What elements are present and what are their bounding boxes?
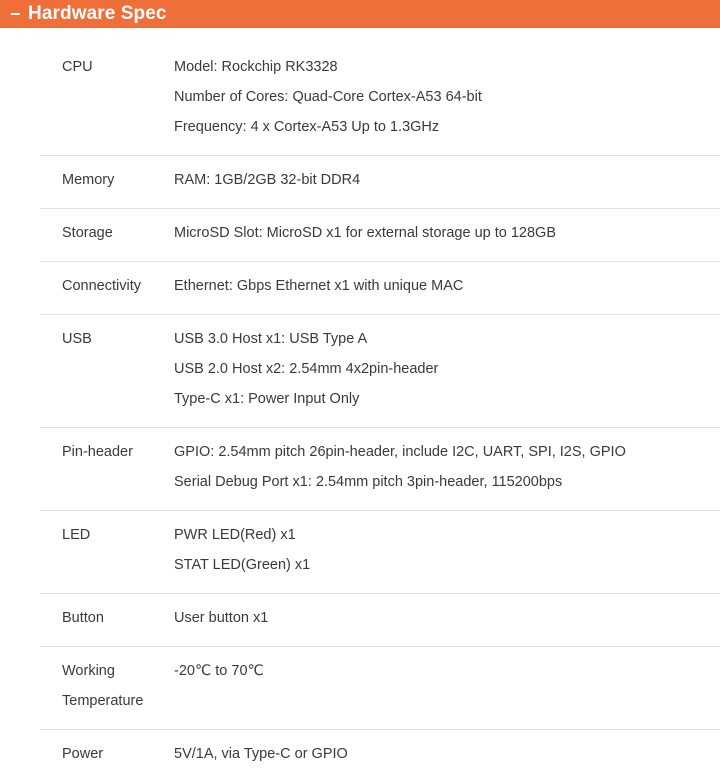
spec-values [174, 324, 720, 414]
section-title: Hardware Spec [28, 3, 167, 24]
spec-values [174, 218, 720, 248]
spec-table [40, 43, 720, 782]
spec-value: User button x1 [174, 610, 269, 626]
spec-label-line: Working [62, 663, 115, 679]
spec-value: USB 3.0 Host x1: USB Type A [174, 331, 368, 347]
spec-label: Storage [62, 225, 113, 241]
spec-values [174, 520, 720, 580]
spec-values [174, 437, 720, 497]
spec-row-cpu [40, 43, 720, 156]
spec-values [174, 656, 720, 716]
spec-values [174, 271, 720, 301]
spec-value: Ethernet: Gbps Ethernet x1 with unique MAC [174, 278, 464, 294]
spec-row-pin-header [40, 428, 720, 511]
spec-label: LED [62, 527, 91, 543]
spec-value: MicroSD Slot: MicroSD x1 for external storage up to 128GB [174, 225, 556, 241]
section-header[interactable] [0, 0, 720, 28]
spec-row-usb [40, 315, 720, 428]
spec-value: Frequency: 4 x Cortex-A53 Up to 1.3GHz [174, 119, 440, 135]
spec-value: GPIO: 2.54mm pitch 26pin-header, include I2C, UART, SPI, I2S, GPIO [174, 444, 626, 460]
spec-value: Number of Cores: Quad-Core Cortex-A53 64-bit [174, 89, 482, 105]
spec-label: Memory [62, 172, 115, 188]
spec-row-button [40, 594, 720, 647]
spec-value: RAM: 1GB/2GB 32-bit DDR4 [174, 172, 361, 188]
spec-row-storage [40, 209, 720, 262]
spec-label [40, 656, 174, 716]
spec-label-line: Temperature [62, 693, 144, 709]
spec-row-working-temperature [40, 647, 720, 730]
spec-row-memory [40, 156, 720, 209]
spec-value: -20℃ to 70℃ [174, 663, 264, 679]
spec-value: USB 2.0 Host x2: 2.54mm 4x2pin-header [174, 361, 439, 377]
spec-value: PWR LED(Red) x1 [174, 527, 296, 543]
spec-value: Type-C x1: Power Input Only [174, 391, 360, 407]
spec-row-connectivity [40, 262, 720, 315]
spec-value: STAT LED(Green) x1 [174, 557, 311, 573]
spec-values [174, 165, 720, 195]
spec-label: Connectivity [62, 278, 141, 294]
spec-label: Pin-header [62, 444, 133, 460]
spec-label: CPU [62, 59, 93, 75]
spec-row-led [40, 511, 720, 594]
spec-label: USB [62, 331, 92, 347]
spec-values [174, 739, 720, 769]
spec-values [174, 603, 720, 633]
spec-label: Power [62, 746, 104, 762]
spec-value: Serial Debug Port x1: 2.54mm pitch 3pin-header, 115200bps [174, 474, 563, 490]
spec-value: 5V/1A, via Type-C or GPIO [174, 746, 348, 762]
spec-label: Button [62, 610, 104, 626]
collapse-icon[interactable]: − [10, 4, 21, 24]
spec-row-power [40, 730, 720, 782]
spec-values [174, 52, 720, 142]
spec-value: Model: Rockchip RK3328 [174, 59, 338, 75]
